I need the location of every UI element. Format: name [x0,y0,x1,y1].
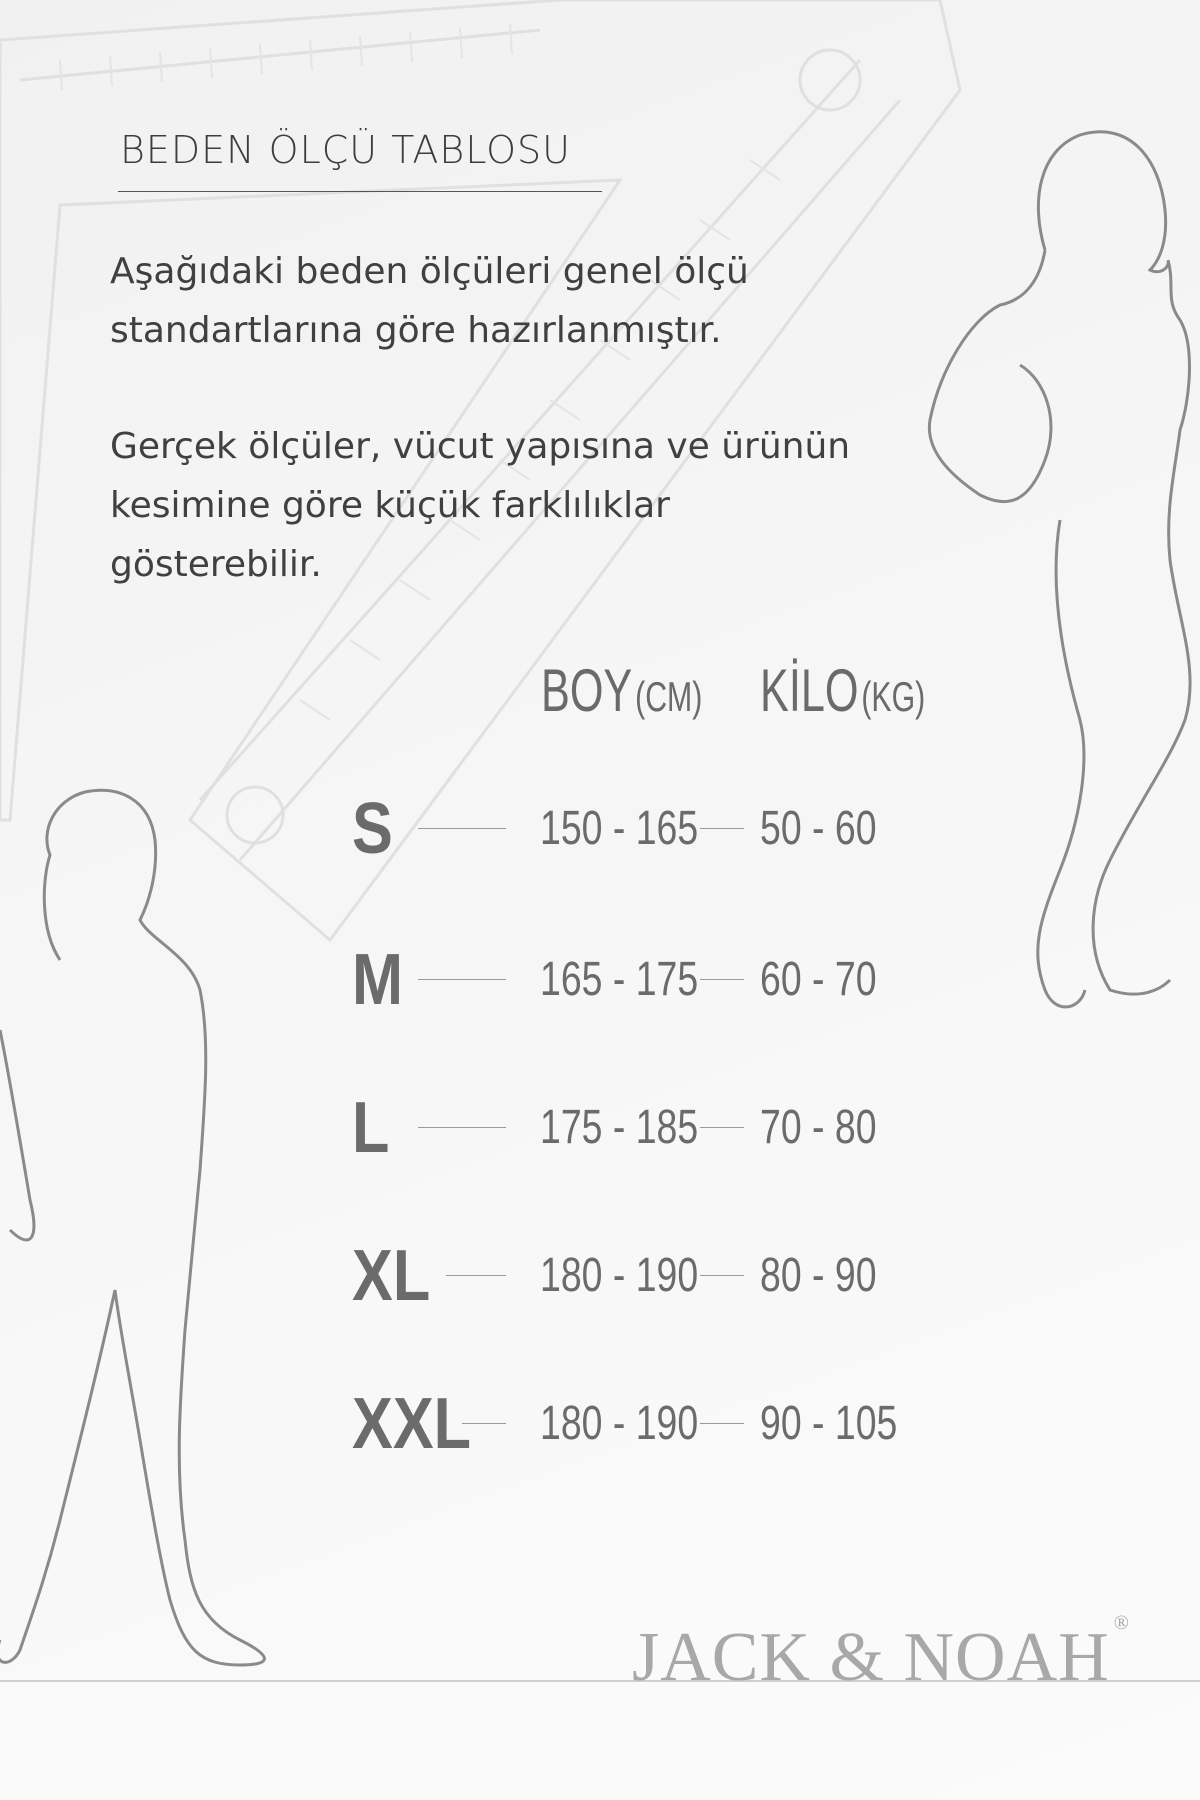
intro-paragraph-1: Aşağıdaki beden ölçüleri genel ölçü standartlarına göre hazırlanmıştır. [110,251,749,351]
brand-name: JACK & NOAH [632,1619,1110,1696]
registered-mark: ® [1113,1612,1130,1634]
brand-logo [632,1612,1130,1698]
title-underline [118,191,602,192]
row-divider [700,979,744,980]
weight-range: 80 - 90 [760,1249,877,1302]
height-range: 175 - 185 [540,1101,699,1154]
height-header-label: BOY [541,657,633,724]
height-range: 180 - 190 [540,1249,699,1302]
female-silhouette [929,132,1190,1007]
weight-range: 50 - 60 [760,802,877,855]
intro-text [110,242,870,651]
row-divider [418,979,506,980]
weight-header-unit: (KG) [861,673,926,720]
intro-paragraph-2: Gerçek ölçüler, vücut yapısına ve ürünün kesimine göre küçük farklılıklar gösterebilir. [110,426,851,585]
size-label: S [352,789,393,869]
height-range: 165 - 175 [540,953,699,1006]
size-label: L [352,1088,390,1168]
height-range: 150 - 165 [540,802,699,855]
size-row-s [0,784,1200,874]
weight-column-header [760,656,925,725]
height-column-header [541,656,702,725]
row-divider [700,1275,744,1276]
row-divider [446,1275,506,1276]
size-label: XL [352,1236,431,1316]
weight-range: 60 - 70 [760,953,877,1006]
row-divider [700,828,744,829]
size-row-m [0,935,1200,1025]
size-label: XXL [352,1384,472,1464]
weight-range: 90 - 105 [760,1397,898,1450]
row-divider [418,828,506,829]
height-header-unit: (CM) [635,673,703,720]
size-row-xxl [0,1379,1200,1469]
size-label: M [352,940,403,1020]
row-divider [700,1127,744,1128]
row-divider [462,1423,506,1424]
weight-header-label: KİLO [760,657,859,724]
height-range: 180 - 190 [540,1397,699,1450]
size-row-xl [0,1231,1200,1321]
male-silhouette [0,790,264,1665]
page-title: BEDEN ÖLÇÜ TABLOSU [120,128,571,172]
weight-range: 70 - 80 [760,1101,877,1154]
row-divider [418,1127,506,1128]
row-divider [700,1423,744,1424]
size-row-l [0,1083,1200,1173]
